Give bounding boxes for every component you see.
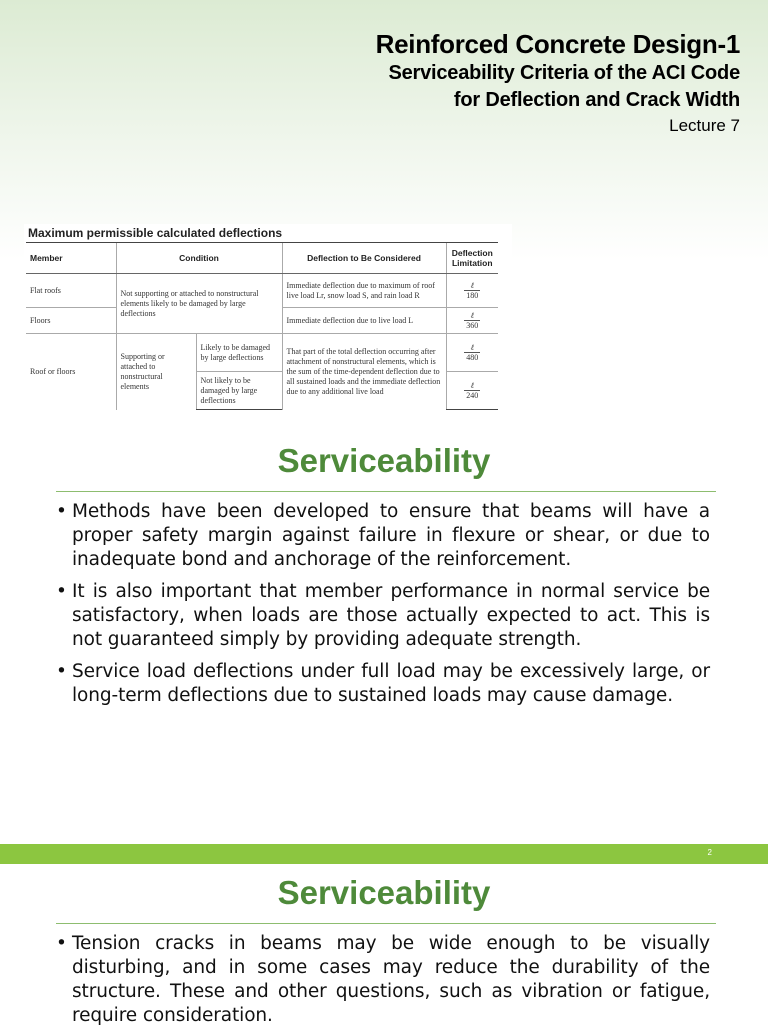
slide-footer-bar: [0, 844, 768, 864]
deflection-table: [26, 242, 498, 410]
limit-480: $\frac{\text{ℓ}}{480}$: [466, 342, 479, 362]
cell-supporting: Supporting or attached to nonstructural elements: [116, 334, 196, 410]
lecture-label: Lecture 7: [669, 116, 740, 135]
limit-180: $\frac{\text{ℓ}}{180}$: [466, 280, 479, 300]
deflection-table-figure: [24, 224, 512, 416]
section-title: Serviceability: [277, 442, 491, 479]
table-header-row: [26, 243, 498, 274]
cell-floors: Floors: [26, 308, 116, 334]
slide-header: [376, 28, 740, 138]
bullet-list: [56, 500, 710, 716]
header-condition: Condition: [116, 243, 282, 274]
table-row: [26, 334, 498, 372]
page-number: 2: [707, 848, 712, 857]
table-caption: Maximum permissible calculated deflections: [28, 226, 283, 240]
list-item: • Tension cracks in beams may be wide enough to be visually disturbing, and in some cases may reduce the durability of the structure. These and other questions, such as vibration or fatigue, require consideration.: [56, 933, 710, 1026]
bullet-icon: •: [56, 581, 67, 602]
course-title: Reinforced Concrete Design-1: [375, 29, 740, 59]
cell-immediate-floor: Immediate deflection due to live load L: [282, 308, 446, 334]
topic-line-1: Serviceability Criteria of the ACI Code: [388, 62, 740, 84]
cell-flat-roofs: Flat roofs: [26, 274, 116, 308]
header-member: Member: [26, 243, 116, 274]
list-item: • It is also important that member performance in normal service be satisfactory, when loads are those actually expected to act. This is not guaranteed simply by providing adequate strength.: [56, 581, 710, 650]
list-item: • Methods have been developed to ensure that beams will have a proper safety margin against failure in flexure or shear, or due to inadequate bond and anchorage of the reinforcement.: [56, 501, 710, 570]
cell-immediate-roof: Immediate deflection due to maximum of roof live load Lr, snow load S, and rain load R: [282, 274, 446, 308]
bullet-icon: •: [56, 933, 67, 954]
cell-not-likely-damaged: Not likely to be damaged by large deflections: [196, 372, 282, 410]
cell-total-part: That part of the total deflection occurring after attachment of nonstructural elements, which is the sum of the time-dependent deflection due to all sustained loads and the immediate deflection due to any additional live load: [282, 334, 446, 410]
cell-roof-or-floors: Roof or floors: [26, 334, 116, 410]
limit-360: $\frac{\text{ℓ}}{360}$: [466, 310, 479, 330]
bullet-icon: •: [56, 661, 67, 682]
cell-likely-damaged: Likely to be damaged by large deflections: [196, 334, 282, 372]
header-deflection: Deflection to Be Considered: [282, 243, 446, 274]
title-divider: [56, 923, 716, 924]
bullet-icon: •: [56, 501, 67, 522]
limit-240: $\frac{\text{ℓ}}{240}$: [466, 380, 479, 400]
section-title: Serviceability: [277, 874, 491, 911]
cell-not-supporting: Not supporting or attached to nonstructural elements likely to be damaged by large deflections: [116, 274, 282, 334]
list-item: • Service load deflections under full load may be excessively large, or long-term deflections due to sustained loads may cause damage.: [56, 661, 710, 706]
table-row: [26, 274, 498, 308]
topic-line-2: for Deflection and Crack Width: [453, 89, 740, 111]
bullet-list: [56, 932, 710, 1036]
title-divider: [56, 491, 716, 492]
header-limitation: Deflection Limitation: [446, 243, 498, 274]
